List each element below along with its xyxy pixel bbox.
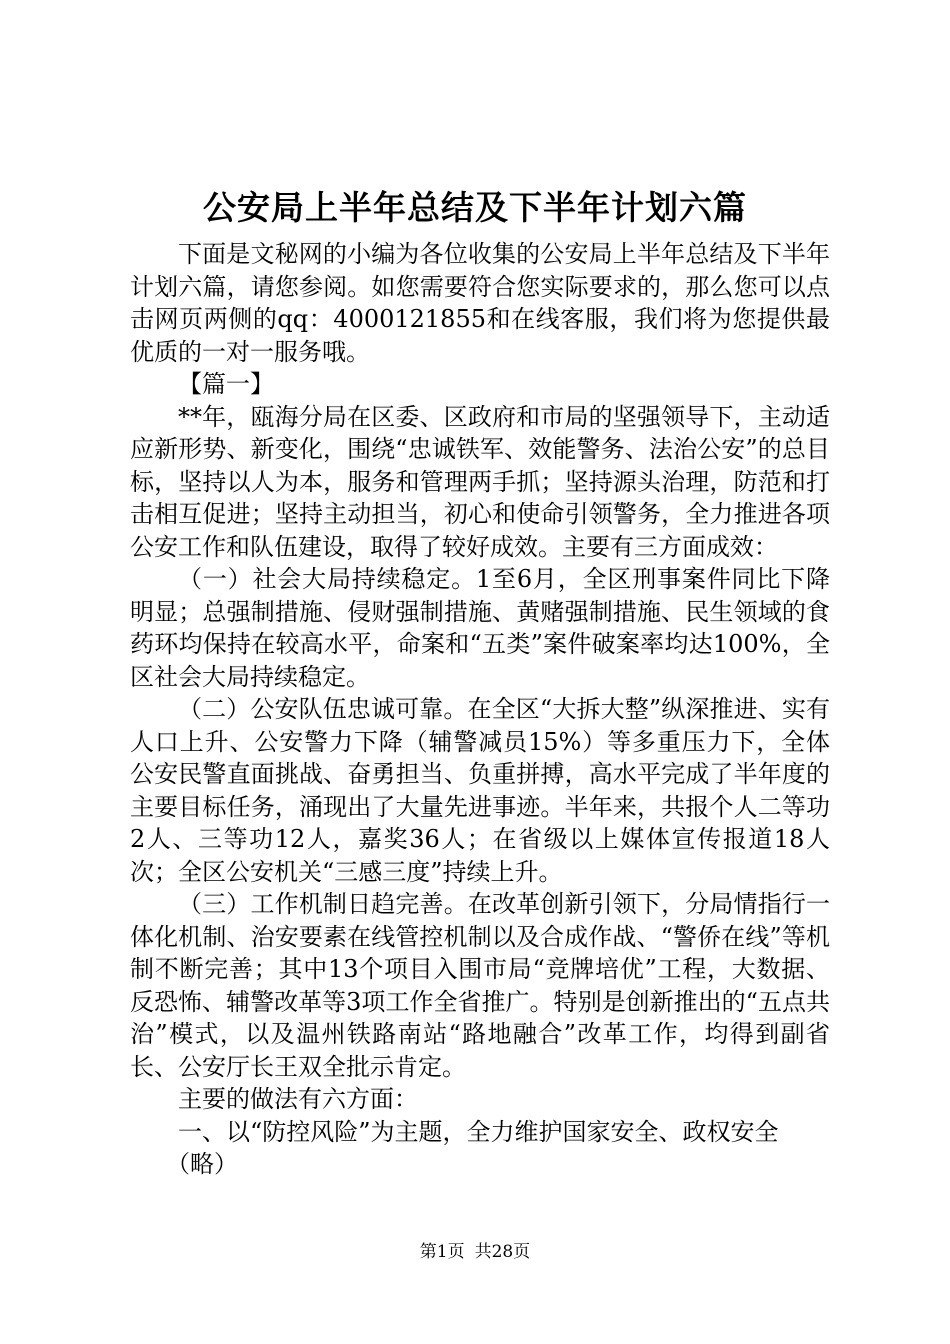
subsection-heading: 一、以“防控风险”为主题，全力维护国家安全、政权安全 xyxy=(178,1117,779,1146)
omitted-note: （略） xyxy=(166,1150,238,1178)
section-heading: 【篇一】 xyxy=(178,370,274,398)
body-paragraph: 主要的做法有六方面： xyxy=(178,1085,418,1113)
intro-paragraph: 下面是文秘网的小编为各位收集的公安局上半年总结及下半年计划六篇，请您参阅。如您需要符合您实际要求的，那么您可以点击网页两侧的qq：4000121855和在线客服，我们将为您提供最优质的一对一服务哦。 xyxy=(130,240,830,366)
body-paragraph: （一）社会大局持续稳定。1至6月，全区刑事案件同比下降明显；总强制措施、侵财强制措施、黄赌强制措施、民生领域的食药环均保持在较高水平，命案和“五类”案件破案率均达100%，全区社会大局持续稳定。 xyxy=(130,565,830,691)
body-paragraph: （二）公安队伍忠诚可靠。在全区“大拆大整”纵深推进、实有人口上升、公安警力下降（辅警减员15%）等多重压力下，全体公安民警直面挑战、奋勇担当、负重拼搏，高水平完成了半年度的主要目标任务，涌现出了大量先进事迹。半年来，共报个人二等功2人、三等功12人，嘉奖36人；在省级以上媒体宣传报道18人次；全区公安机关“三感三度”持续上升。 xyxy=(130,695,830,886)
body-paragraph: （三）工作机制日趋完善。在改革创新引领下，分局情指行一体化机制、治安要素在线管控机制以及合成作战、“警侨在线”等机制不断完善；其中13个项目入围市局“竞牌培优”工程，大数据、反恐怖、辅警改革等3项工作全省推广。特别是创新推出的“五点共治”模式，以及温州铁路南站“路地融合”改革工作，均得到副省长、公安厅长王双全批示肯定。 xyxy=(130,890,830,1081)
body-paragraph: **年，瓯海分局在区委、区政府和市局的坚强领导下，主动适应新形势、新变化，围绕“忠诚铁军、效能警务、法治公安”的总目标，坚持以人为本，服务和管理两手抓；坚持源头治理，防范和打击相互促进；坚持主动担当，初心和使命引领警务，全力推进各项公安工作和队伍建设，取得了较好成效。主要有三方面成效： xyxy=(130,402,830,561)
page-footer xyxy=(0,1240,950,1264)
document-body xyxy=(130,238,830,1181)
page-number: 第1页 xyxy=(419,1242,465,1262)
document-title: 公安局上半年总结及下半年计划六篇 xyxy=(203,188,747,227)
page-total: 共28页 xyxy=(474,1242,531,1262)
